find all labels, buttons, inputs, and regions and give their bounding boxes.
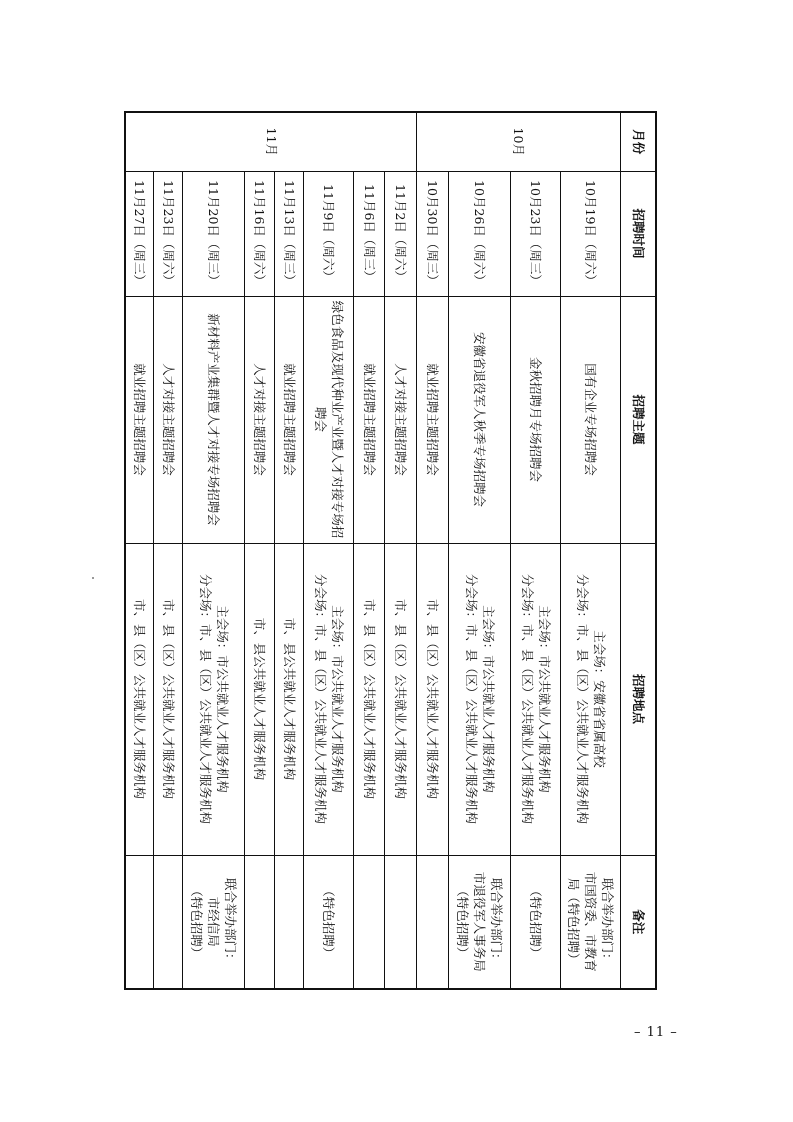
location-line: 主会场：安徽省省属高校	[592, 630, 607, 768]
month-cell: 10月	[417, 112, 621, 171]
table-row	[449, 112, 511, 989]
time-cell: 11月27日（周三）	[125, 171, 154, 296]
theme-cell: 国有企业专场招聘会	[561, 296, 621, 543]
theme-cell: 安徽省退役军人秋季专场招聘会	[449, 296, 511, 543]
note-line: 市国资委、市教育	[583, 871, 599, 972]
location-line: 分会场：市、县（区）公共就业人才服务机构	[575, 573, 590, 824]
location-cell	[511, 543, 561, 855]
theme-cell: 金秋招聘月专场招聘会	[511, 296, 561, 543]
table-row	[561, 112, 621, 989]
theme-cell: 就业招聘主题招聘会	[275, 296, 304, 543]
location-line: 市、县（区）公共就业人才服务机构	[132, 598, 148, 799]
note-line: 联合举办部门：	[223, 877, 239, 966]
location-cell	[561, 543, 621, 855]
time-cell: 11月23日（周六）	[154, 171, 183, 296]
table-row	[511, 112, 561, 989]
location-cell	[275, 543, 304, 855]
note-line: 联合举办部门：	[489, 877, 505, 966]
time-cell: 11月6日（周三）	[354, 171, 385, 296]
time-cell: 10月26日（周六）	[449, 171, 511, 296]
note-line: 局（特色招聘）	[566, 877, 582, 966]
note-cell	[125, 855, 154, 989]
location-cell	[354, 543, 385, 855]
note-cell	[245, 855, 275, 989]
time-cell: 10月30日（周三）	[417, 171, 449, 296]
location-line: 主会场：市公共就业人才服务机构	[481, 605, 496, 793]
location-line: 主会场：市公共就业人才服务机构	[215, 605, 230, 793]
theme-cell: 人才对接主题招聘会	[154, 296, 183, 543]
location-cell	[125, 543, 154, 855]
theme-cell: 就业招聘主题招聘会	[354, 296, 385, 543]
note-line: （特色招聘）	[528, 884, 544, 960]
header-theme: 招聘主题	[621, 296, 656, 543]
note-line: （特色招聘）	[189, 884, 205, 960]
time-cell: 11月9日（周六）	[304, 171, 354, 296]
location-cell	[385, 543, 417, 855]
table-row	[125, 112, 154, 989]
theme-cell: 新材料产业集群暨人才对接专场招聘会	[183, 296, 245, 543]
table-row	[245, 112, 275, 989]
table-row	[275, 112, 304, 989]
location-cell	[304, 543, 354, 855]
note-cell	[449, 855, 511, 989]
note-line: （特色招聘）	[455, 884, 471, 960]
theme-cell: 人才对接主题招聘会	[245, 296, 275, 543]
note-cell	[511, 855, 561, 989]
table-body	[125, 112, 621, 989]
note-line: （特色招聘）	[321, 884, 337, 960]
recruitment-schedule-table	[124, 111, 657, 990]
location-line: 市、县（区）公共就业人才服务机构	[393, 598, 409, 799]
note-cell	[561, 855, 621, 989]
rotated-table-container	[132, 111, 657, 988]
header-note: 备注	[621, 855, 656, 989]
note-cell	[417, 855, 449, 989]
note-cell	[275, 855, 304, 989]
table-row	[154, 112, 183, 989]
theme-cell: 就业招聘主题招聘会	[417, 296, 449, 543]
location-line: 市、县公共就业人才服务机构	[282, 617, 297, 781]
time-cell: 10月19日（周六）	[561, 171, 621, 296]
location-cell	[417, 543, 449, 855]
note-cell	[183, 855, 245, 989]
month-cell: 11月	[125, 112, 417, 171]
header-location: 招聘地点	[621, 543, 656, 855]
location-line: 市、县（区）公共就业人才服务机构	[362, 598, 377, 799]
time-cell: 11月20日（周三）	[183, 171, 245, 296]
table-row	[183, 112, 245, 989]
location-line: 市、县公共就业人才服务机构	[252, 617, 268, 781]
note-cell	[385, 855, 417, 989]
note-cell	[304, 855, 354, 989]
table-row	[417, 112, 449, 989]
location-line: 主会场：市公共就业人才服务机构	[537, 605, 552, 793]
time-cell: 11月16日（周六）	[245, 171, 275, 296]
page-number: – 11 –	[634, 1025, 678, 1040]
note-line: 市经信局	[206, 896, 222, 947]
location-cell	[183, 543, 245, 855]
location-line: 分会场：市、县（区）公共就业人才服务机构	[198, 573, 213, 824]
theme-cell: 就业招聘主题招聘会	[125, 296, 154, 543]
note-cell	[354, 855, 385, 989]
note-line: 市退役军人事务局	[472, 871, 488, 972]
theme-cell: 人才对接主题招聘会	[385, 296, 417, 543]
location-line: 分会场：市、县（区）公共就业人才服务机构	[464, 573, 479, 824]
stray-dot	[92, 577, 94, 579]
header-time: 招聘时间	[621, 171, 656, 296]
location-line: 市、县（区）公共就业人才服务机构	[161, 598, 176, 799]
header-row	[621, 112, 656, 989]
note-line: 联合举办部门：	[600, 877, 616, 966]
location-cell	[449, 543, 511, 855]
table-row	[304, 112, 354, 989]
time-cell: 11月2日（周六）	[385, 171, 417, 296]
location-cell	[245, 543, 275, 855]
note-cell	[154, 855, 183, 989]
table-row	[385, 112, 417, 989]
location-line: 主会场：市公共就业人才服务机构	[330, 605, 345, 793]
location-line: 分会场：市、县（区）公共就业人才服务机构	[520, 573, 535, 824]
time-cell: 10月23日（周三）	[511, 171, 561, 296]
time-cell: 11月13日（周三）	[275, 171, 304, 296]
location-line: 分会场：市、县（区）公共就业人才服务机构	[313, 573, 328, 824]
theme-cell: 绿色食品及现代种业产业暨人才对接专场招聘会	[304, 296, 354, 543]
header-month: 月份	[621, 112, 656, 171]
location-line: 市、县（区）公共就业人才服务机构	[425, 598, 441, 799]
table-row	[354, 112, 385, 989]
location-cell	[154, 543, 183, 855]
